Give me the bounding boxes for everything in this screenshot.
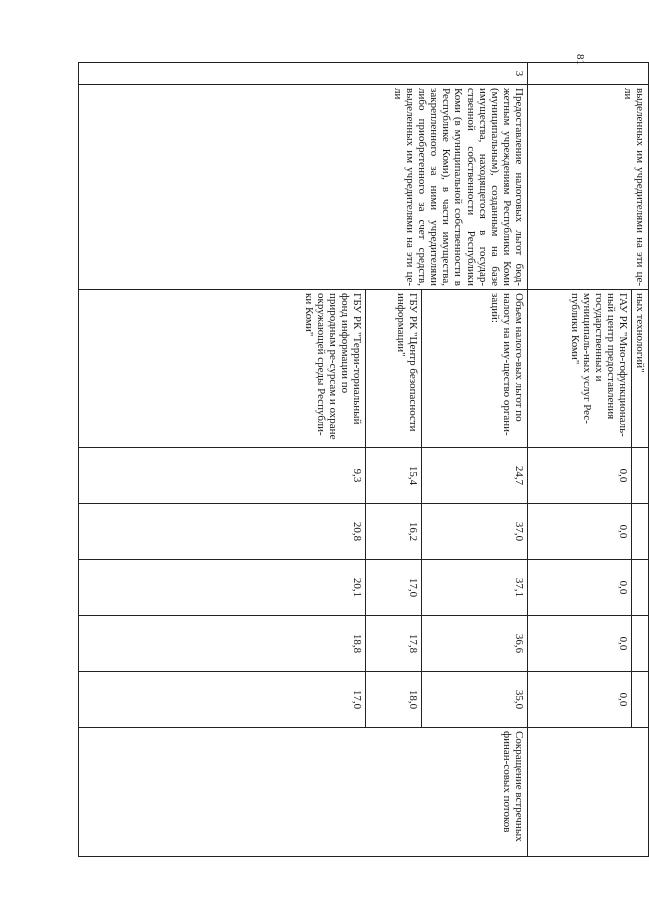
agency-cell: ГБУ РК "Терри-ториальный фонд информации по природным ре-сурсам и охране окружающей среды Республи-ки Коми": [79, 290, 366, 448]
note-cell: [527, 728, 648, 857]
value-cell: 0,0: [527, 616, 631, 672]
measures-table: [78, 62, 649, 857]
row-number-cell: [527, 63, 648, 85]
value-cell: 35,0: [421, 672, 527, 728]
agency-cell: ГБУ РК "Центр безопасности информации": [365, 290, 421, 448]
value-cell: 16,2: [365, 504, 421, 560]
row-number-cell: 3: [79, 63, 528, 85]
table-row: [421, 63, 527, 857]
measure-cell: Предоставление налоговых льгот бюд-жетным учреждениям Республики Коми (муниципальным), созданным на базе имущества, находящегося в государ-ственной собственности Республики Коми (в муниципальной собственности в Республике Коми), в части имущества, закрепленного за ними учредителями либо приобретенного за счет средств, выделенных им учредителями на эти це-ли: [79, 85, 528, 290]
value-cell: 0,0: [527, 672, 631, 728]
value-cell: 20,1: [79, 560, 366, 616]
document-canvas: [78, 62, 649, 856]
value-cell: 24,7: [421, 448, 527, 504]
value-cell: 0,0: [527, 504, 631, 560]
table-row: [631, 63, 648, 857]
value-cell: [631, 672, 648, 728]
value-cell: [631, 616, 648, 672]
value-cell: 17,8: [365, 616, 421, 672]
page-number: 81: [574, 54, 586, 65]
value-cell: 37,1: [421, 560, 527, 616]
value-cell: 0,0: [527, 448, 631, 504]
rotated-table-sheet: [78, 62, 649, 856]
note-cell: Сокращение встречных финан-совых потоков: [79, 728, 528, 857]
agency-cell: ных технологий": [631, 290, 648, 448]
value-cell: 37,0: [421, 504, 527, 560]
indicator-cell: Объем налого-вых льгот по налогу на иму-щество органи-заций:: [421, 290, 527, 448]
value-cell: 17,0: [365, 560, 421, 616]
value-cell: [631, 560, 648, 616]
value-cell: 18,8: [79, 616, 366, 672]
value-cell: 20,8: [79, 504, 366, 560]
value-cell: [631, 448, 648, 504]
value-cell: 18,0: [365, 672, 421, 728]
value-cell: 9,3: [79, 448, 366, 504]
value-cell: 17,0: [79, 672, 366, 728]
value-cell: 0,0: [527, 560, 631, 616]
value-cell: [631, 504, 648, 560]
value-cell: 36,6: [421, 616, 527, 672]
value-cell: 15,4: [365, 448, 421, 504]
agency-cell: ГАУ РК "Мно-гофункциональ-ный центр предоставления государственных и муниципаль-ных услуг Рес-публики Коми": [527, 290, 631, 448]
measure-cell: выделенных им учредителями на эти це-ли: [527, 85, 648, 290]
